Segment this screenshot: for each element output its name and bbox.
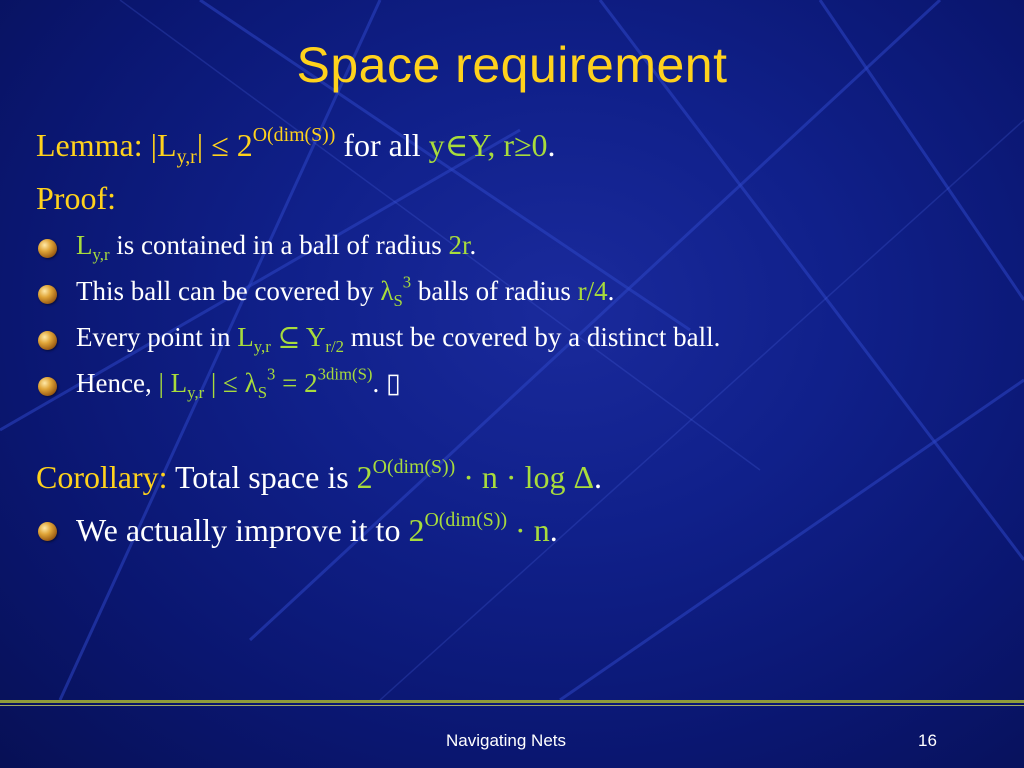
improve-end: . xyxy=(549,512,558,548)
subset-formula: $L_{y,r}$ ⊆ $Y_{r/2}$ xyxy=(237,322,344,356)
l-symbol: $L_{y,r}$ xyxy=(76,230,110,264)
lemma-comma: , xyxy=(487,127,504,163)
bullet-2-end: . xyxy=(607,276,615,306)
bullet-2-text: This ball can be covered by xyxy=(76,276,381,306)
proof-label: Proof: xyxy=(36,180,116,216)
bullet-icon xyxy=(38,522,57,541)
lemma-condition-r: r≥0 xyxy=(503,127,548,163)
bullet-icon xyxy=(38,377,57,396)
bullet-icon xyxy=(38,331,57,350)
bullet-icon xyxy=(38,239,57,258)
proof-bullet-4 xyxy=(76,364,401,402)
improve-text: We actually improve it to xyxy=(76,512,409,548)
hence-formula: | $L_{y,r}$ | ≤ $\lambda_S^3 = 2^{3dim(S)}$ xyxy=(158,364,373,402)
footer-title: Navigating Nets xyxy=(446,731,567,750)
bullet-3-text-2: must be covered by a distinct ball. xyxy=(344,322,721,352)
footer-divider xyxy=(0,700,1024,703)
bullet-4-end: . xyxy=(372,368,387,398)
proof-bullet-1 xyxy=(76,230,477,264)
corollary-label: Corollary: xyxy=(36,459,168,495)
lemma-label: Lemma: xyxy=(36,127,143,163)
bullet-3-text: Every point in xyxy=(76,322,238,352)
lemma-text: for all xyxy=(335,127,429,163)
corollary-end: . xyxy=(594,459,603,495)
bullet-4-text: Hence, xyxy=(76,368,159,398)
corollary-line xyxy=(36,456,603,496)
corollary-text: Total space is xyxy=(167,459,357,495)
corollary-formula: $2^{O(dim(S))} \cdot n \cdot \log \Delta$ xyxy=(356,456,595,495)
bullet-1-radius: 2r xyxy=(448,230,470,260)
proof-bullet-3 xyxy=(76,322,721,356)
improve-formula: $2^{O(dim(S))} \cdot n$ xyxy=(408,509,550,548)
lemma-period: . xyxy=(547,127,556,163)
lemma-line xyxy=(36,124,556,168)
bullet-1-text: is contained in a ball of radius xyxy=(109,230,449,260)
lemma-condition-y: y∈Y xyxy=(428,127,488,163)
qed-symbol: ▯ xyxy=(386,368,401,398)
page-title: Space requirement xyxy=(296,37,728,93)
bullet-icon xyxy=(38,285,57,304)
slide-number: 16 xyxy=(918,731,937,750)
lambda-symbol: $\lambda_S^3$ xyxy=(380,272,412,310)
improve-line xyxy=(76,509,558,549)
bullet-2-text-2: balls of radius xyxy=(411,276,578,306)
lemma-formula: $|L_{y,r}| \le 2^{O(dim(S))}$ xyxy=(150,124,336,168)
footer-divider-highlight xyxy=(0,705,1024,706)
bullet-1-end: . xyxy=(469,230,477,260)
proof-bullet-2 xyxy=(76,272,615,310)
bullet-2-radius: r/4 xyxy=(577,276,608,306)
